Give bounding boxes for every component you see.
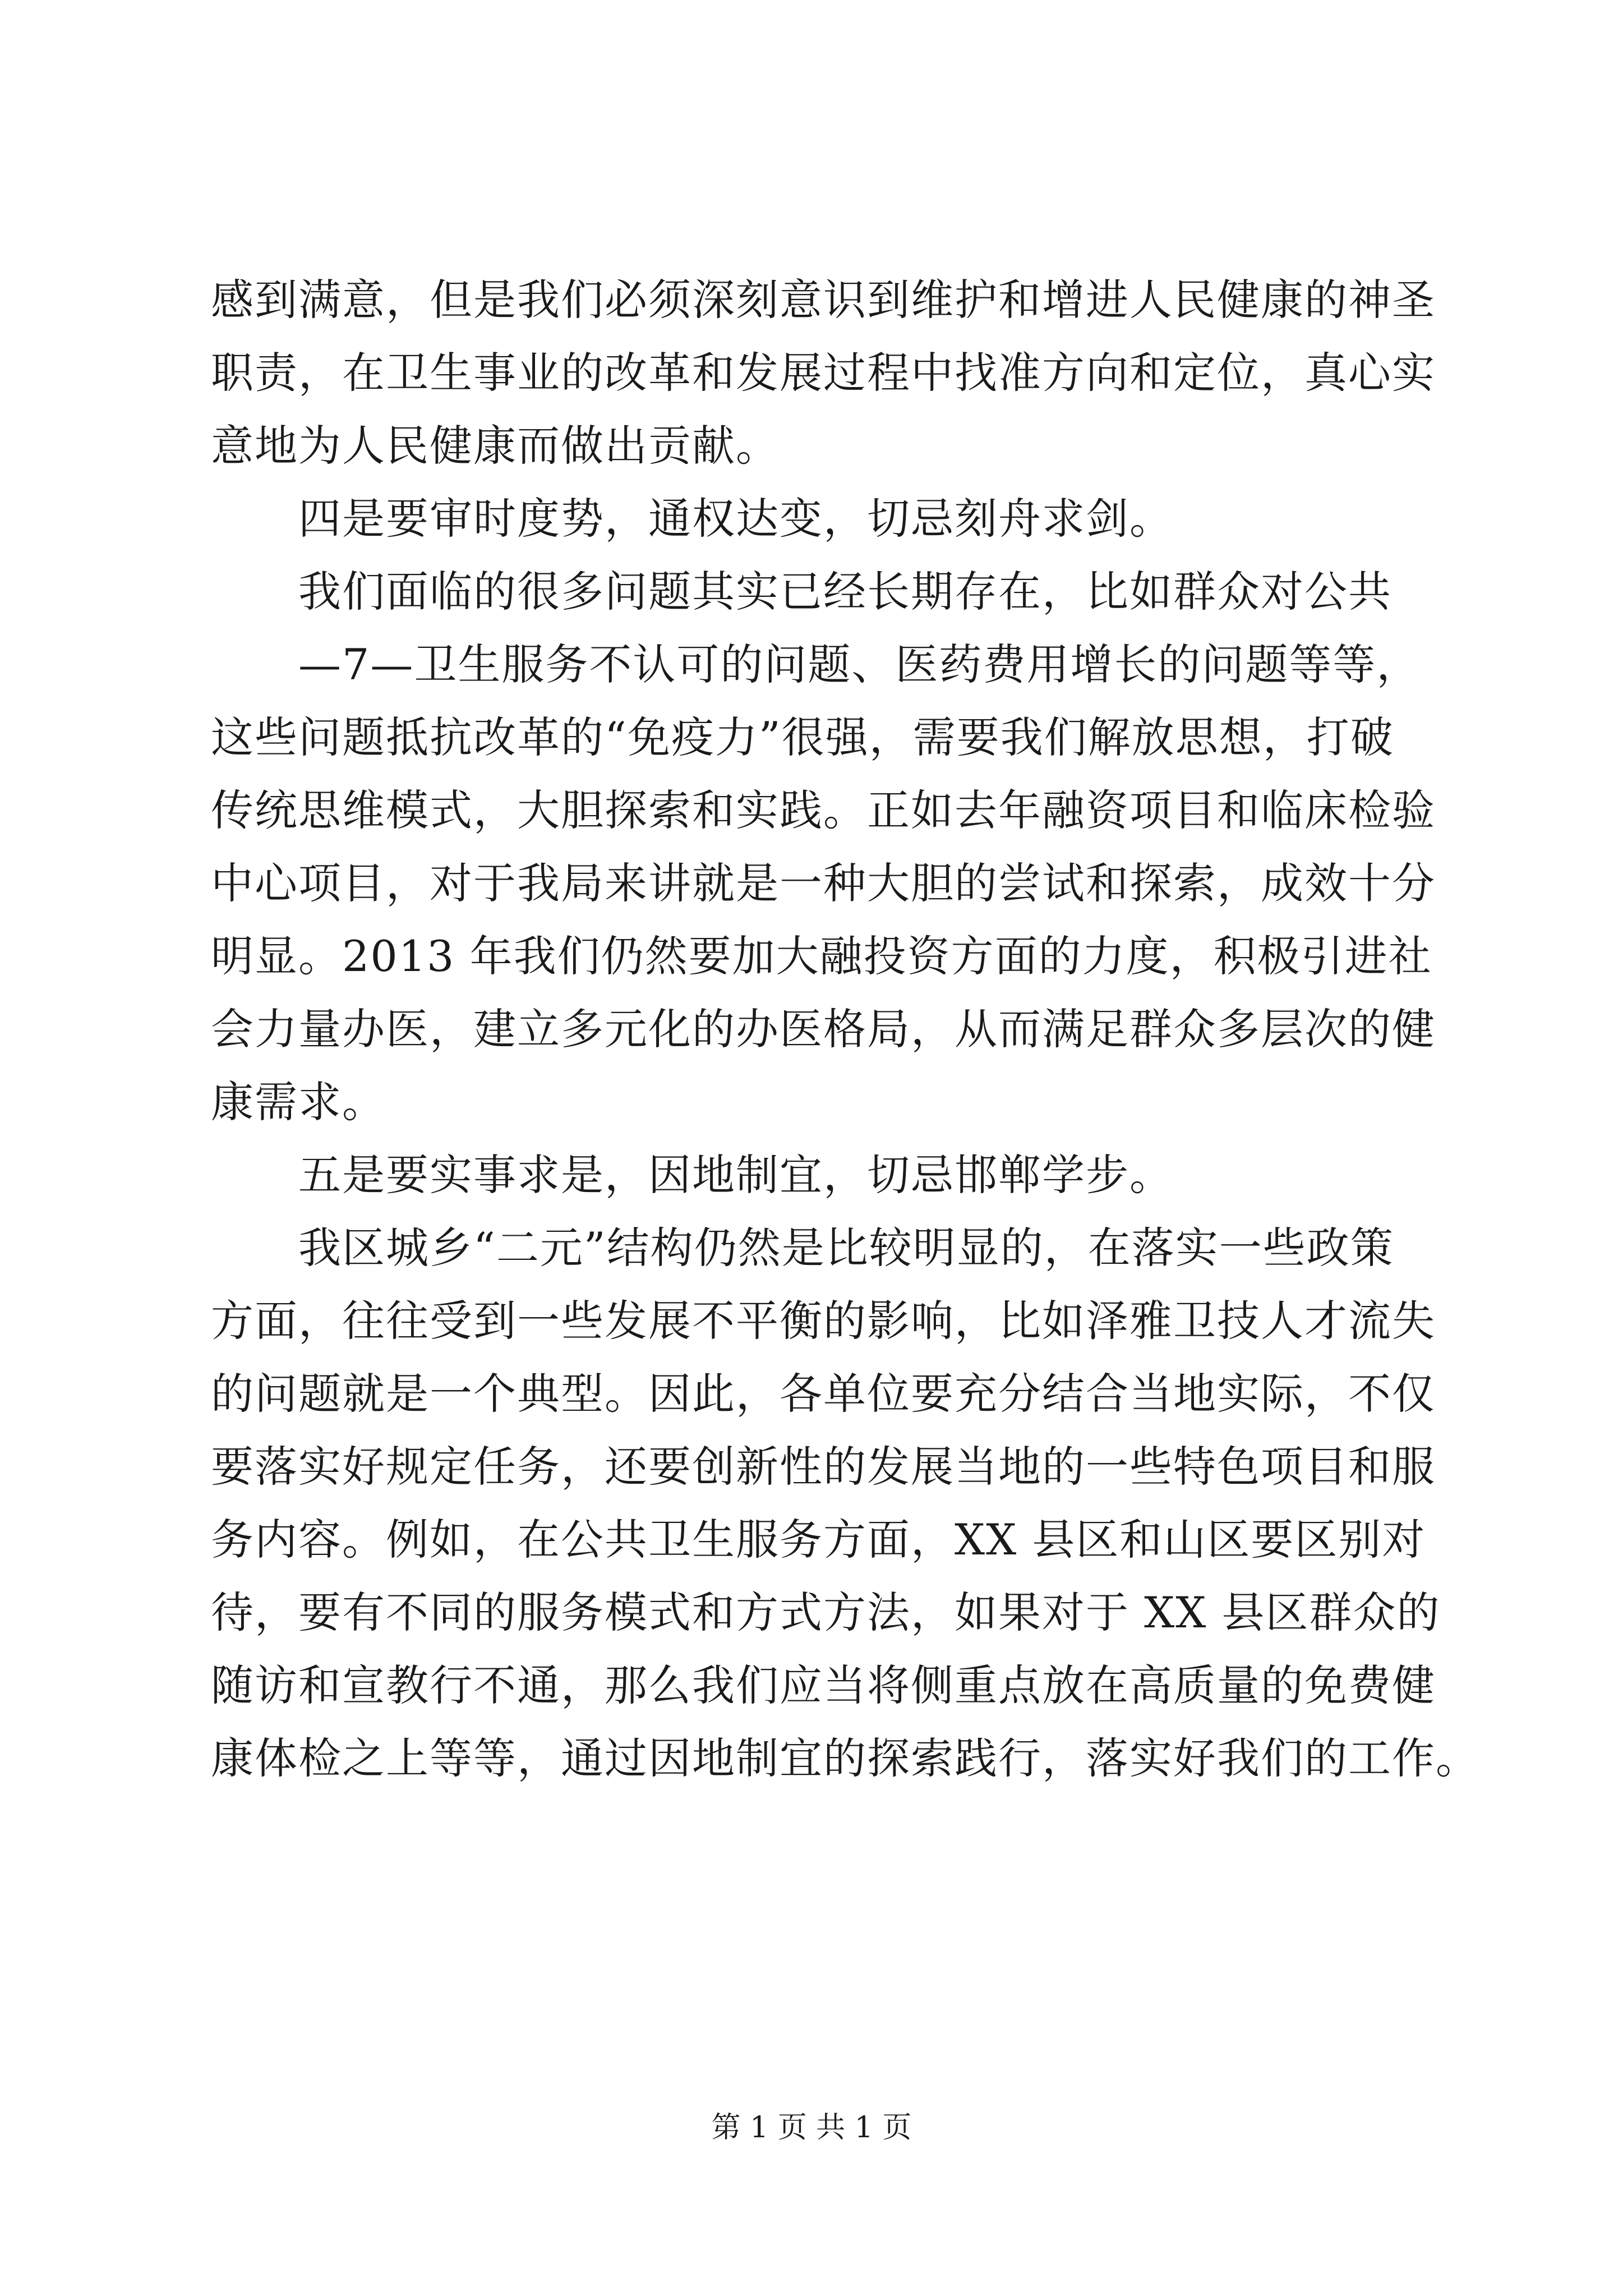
section-heading: 四是要审时度势，通权达变，切忌刻舟求剑。 [298, 494, 1173, 544]
text-line: 康体检之上等等，通过因地制宜的探索践行，落实好我们的工作。 [211, 1733, 1479, 1783]
text-line: 这些问题抵抗改革的“免疫力”很强，需要我们解放思想，打破 [211, 712, 1394, 762]
text-line: 意地为人民健康而做出贡献。 [211, 421, 780, 471]
text-line: 方面，往往受到一些发展不平衡的影响，比如泽雅卫技人才流失 [211, 1296, 1436, 1346]
text-line: 我区城乡“二元”结构仍然是比较明显的，在落实一些政策 [298, 1223, 1394, 1273]
text-line: 待，要有不同的服务模式和方式方法，如果对于 XX 县区群众的 [211, 1588, 1441, 1637]
text-line: 会力量办医，建立多元化的办医格局，从而满足群众多层次的健 [211, 1004, 1436, 1054]
text-line: —7—卫生服务不认可的问题、医药费用增长的问题等等， [298, 639, 1421, 689]
page-number-footer: 第 1 页 共 1 页 [711, 2111, 912, 2145]
document-body [211, 264, 1479, 1795]
text-line: 传统思维模式，大胆探索和实践。正如去年融资项目和临床检验 [211, 785, 1436, 835]
text-line: 康需求。 [211, 1077, 386, 1127]
section-heading: 五是要实事求是，因地制宜，切忌邯郸学步。 [298, 1150, 1173, 1200]
text-line: 中心项目，对于我局来讲就是一种大胆的尝试和探索，成效十分 [211, 858, 1436, 908]
text-line: 职责，在卫生事业的改革和发展过程中找准方向和定位，真心实 [211, 348, 1436, 398]
text-line: 我们面临的很多问题其实已经长期存在，比如群众对公共 [298, 567, 1392, 616]
text-line: 随访和宣教行不通，那么我们应当将侧重点放在高质量的免费健 [211, 1660, 1436, 1710]
text-line: 明显。2013 年我们仍然要加大融投资方面的力度，积极引进社 [211, 931, 1432, 981]
text-line: 要落实好规定任务，还要创新性的发展当地的一些特色项目和服 [211, 1442, 1436, 1492]
text-line: 务内容。例如，在公共卫生服务方面，XX 县区和山区要区别对 [211, 1515, 1426, 1565]
text-line: 感到满意，但是我们必须深刻意识到维护和增进人民健康的神圣 [211, 275, 1436, 325]
text-line: 的问题就是一个典型。因此，各单位要充分结合当地实际，不仅 [211, 1369, 1436, 1419]
